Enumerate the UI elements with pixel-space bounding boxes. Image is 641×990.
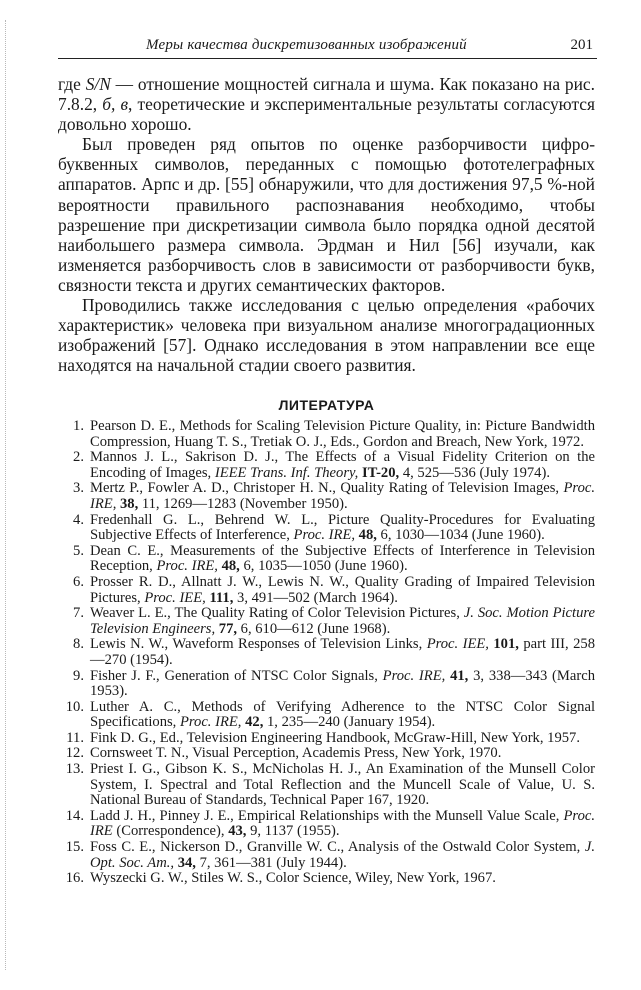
reference-details: 3, 491—502 (March 1964). [233, 589, 398, 606]
reference-text [90, 871, 595, 887]
reference-number: 7. [73, 605, 84, 622]
reference-journal: Proc. IRE [90, 807, 595, 840]
reference-number: 2. [73, 449, 84, 466]
reference-authors-title: Pearson D. E., Methods for Scaling Television Picture Quality, in: Picture Bandwidth Compression, Huang T. S., Tretiak O. J., Eds., Gordon and Breach, New York, 1972. [90, 418, 595, 450]
paragraph-3: Проводились также исследования с целью определения «рабочих характеристик» человека при визуальном анализе многоградационных изображений [57]. Однако исследования в этом направлении все еще находятся на начальной стадии своего развития. [58, 295, 595, 376]
page-number: 201 [570, 37, 593, 53]
literature-heading: ЛИТЕРАТУРА [278, 397, 375, 413]
reference-text [90, 513, 595, 544]
reference-list [58, 419, 595, 887]
reference-item [58, 871, 595, 887]
reference-item [58, 700, 595, 731]
reference-item [58, 637, 595, 668]
reference-item [58, 450, 595, 481]
reference-journal: IEEE Trans. Inf. Theory, [214, 464, 359, 481]
reference-number: 16. [65, 870, 84, 887]
reference-details: part III, 258—270 (1954). [90, 636, 595, 668]
reference-authors-title: Priest I. G., Gibson K. S., McNicholas H. J., An Examination of the Munsell Color System, I. Spectral and Total Reflection and the Muncell Scale of Value, U. S. National Bureau of Standards, Technical Paper 167, 1920. [90, 761, 595, 809]
reference-item [58, 840, 595, 871]
reference-details: 3, 338—343 (March 1953). [90, 667, 596, 700]
reference-item [58, 419, 595, 450]
reference-journal: Proc. IRE, [179, 714, 242, 731]
reference-volume: 43, [228, 823, 247, 840]
reference-number: 15. [65, 839, 84, 856]
reference-number: 3. [73, 480, 84, 497]
reference-text [90, 700, 595, 731]
reference-details: 6, 1030—1034 (June 1960). [376, 527, 545, 544]
p1-text-b: — отношение мощностей сигнала и шума. Как показано на рис. 7.8.2, [58, 74, 595, 115]
reference-item [58, 606, 595, 637]
running-header [58, 36, 597, 59]
reference-text [90, 731, 595, 747]
reference-number: 11. [66, 729, 84, 746]
reference-authors-title: Foss C. E., Nickerson D., Granville W. C., Analysis of the Ostwald Color System, [90, 839, 585, 856]
reference-volume: 77, [215, 620, 238, 637]
reference-text [90, 669, 595, 700]
reference-details: 6, 1035—1050 (June 1960). [239, 558, 408, 575]
reference-text [90, 450, 595, 481]
reference-number: 6. [73, 573, 84, 590]
reference-authors-title: Fisher J. F., Generation of NTSC Color Signals, [90, 667, 383, 684]
reference-authors-title: Weaver L. E., The Quality Rating of Color Television Pictures, [90, 605, 464, 622]
reference-journal: J. Soc. Motion Picture Television Engineers, [90, 605, 595, 637]
reference-volume: 41, [445, 667, 469, 684]
reference-item [58, 575, 595, 606]
reference-authors-title: Fink D. G., Ed., Television Engineering Handbook, McGraw-Hill, New York, 1957. [90, 729, 580, 746]
p1-text-c: , теоретические и экспериментальные результаты согласуются довольно хорошо. [58, 94, 595, 135]
reference-text [90, 481, 595, 512]
reference-details: 7, 361—381 (July 1944). [195, 854, 347, 871]
reference-volume: 101, [488, 636, 519, 653]
reference-journal: Proc. IRE, [382, 667, 446, 684]
reference-authors-title: Dean C. E., Measurements of the Subjective Effects of Interference in Television Reception, [90, 542, 595, 575]
reference-number: 4. [73, 511, 84, 528]
paragraph-2: Был проведен ряд опытов по оценке разборчивости цифро-буквенных символов, переданных с помощью фототелеграфных аппаратов. Арпс и др. [55] обнаружили, что для достижения 97,5 %-ной вероятности правильного распознавания необходимо, чтобы разрешение при дискретизации символа было порядка одной десятой наибольшего размера символа. Эрдман и Нил [56] изучали, как изменяется разборчивость слов в зависимости от разборчивости букв, связности текста и других семантических факторов. [58, 134, 595, 295]
paragraph-1 [58, 74, 595, 134]
reference-authors-title: Cornsweet T. N., Visual Perception, Academis Press, New York, 1970. [90, 745, 502, 762]
reference-journal: Proc. IRE, [90, 480, 595, 512]
reference-text [90, 809, 595, 840]
reference-volume: 34, [174, 854, 196, 871]
reference-text [90, 606, 595, 637]
reference-text [90, 419, 595, 450]
reference-item [58, 809, 595, 840]
page-edge-dots [5, 20, 6, 970]
reference-details: 1, 235—240 (January 1954). [263, 714, 436, 731]
reference-journal: Proc. IRE, [156, 558, 218, 575]
reference-volume: IT-20, [358, 464, 400, 481]
reference-details: 11, 1269—1283 (November 1950). [138, 495, 348, 512]
reference-item [58, 481, 595, 512]
reference-authors-title: Fredenhall G. L., Behrend W. L., Picture Quality-Procedures for Evaluating Subjective Effects of Interference, [90, 511, 595, 544]
reference-details: 4, 525—536 (July 1974). [399, 464, 550, 481]
reference-volume: 42, [241, 714, 264, 731]
running-title: Меры качества дискретизованных изображений [146, 37, 467, 53]
reference-authors-title: Ladd J. H., Pinney J. E., Empirical Relationships with the Munsell Value Scale, [90, 807, 564, 824]
reference-number: 5. [73, 542, 84, 559]
reference-authors-title: Wyszecki G. W., Stiles W. S., Color Science, Wiley, New York, 1967. [90, 870, 496, 887]
reference-journal: Proc. IRE, [293, 527, 356, 544]
reference-volume: 48, [217, 558, 240, 575]
reference-authors-title: Mertz P., Fowler A. D., Christoper H. N., Quality Rating of Television Images, [90, 480, 564, 497]
p1-figure-ref: б, в [102, 94, 129, 115]
reference-text [90, 575, 595, 606]
reference-text [90, 746, 595, 762]
reference-item [58, 746, 595, 762]
reference-details: (Correspondence), [112, 823, 229, 840]
reference-authors-title: Prosser R. D., Allnatt J. W., Lewis N. W., Quality Grading of Impaired Television Pictures, [90, 573, 595, 606]
reference-text [90, 637, 595, 668]
reference-text [90, 762, 595, 809]
reference-details: 9, 1137 (1955). [246, 823, 340, 840]
reference-volume: 38, [116, 495, 139, 512]
reference-details: 6, 610—612 (June 1968). [237, 620, 391, 637]
reference-text [90, 840, 595, 871]
p1-sn: S/N [85, 74, 111, 94]
reference-journal: Proc. IEE, [144, 589, 206, 606]
reference-authors-title: Lewis N. W., Waveform Responses of Television Links, [90, 636, 427, 653]
reference-volume: 111, [205, 589, 234, 606]
reference-item [58, 544, 595, 575]
reference-item [58, 513, 595, 544]
reference-item [58, 731, 595, 747]
reference-number: 8. [73, 636, 84, 653]
reference-item [58, 669, 595, 700]
reference-volume: 48, [355, 527, 377, 544]
reference-journal: J. Opt. Soc. Am., [90, 839, 595, 871]
reference-number: 9. [73, 667, 84, 684]
reference-number: 14. [65, 807, 84, 824]
reference-authors-title: Luther A. C., Methods of Verifying Adherence to the NTSC Color Signal Specifications, [90, 698, 595, 731]
reference-text [90, 544, 595, 575]
reference-number: 12. [65, 745, 84, 762]
reference-number: 10. [65, 698, 84, 715]
body-text [58, 74, 595, 375]
reference-number: 1. [73, 418, 84, 434]
p1-text-a: где [58, 74, 86, 94]
reference-authors-title: Mannos J. L., Sakrison D. J., The Effects of a Visual Fidelity Criterion on the Encoding of Images, [90, 449, 595, 481]
reference-number: 13. [65, 761, 84, 778]
reference-journal: Proc. IEE, [426, 636, 489, 653]
reference-item [58, 762, 595, 809]
